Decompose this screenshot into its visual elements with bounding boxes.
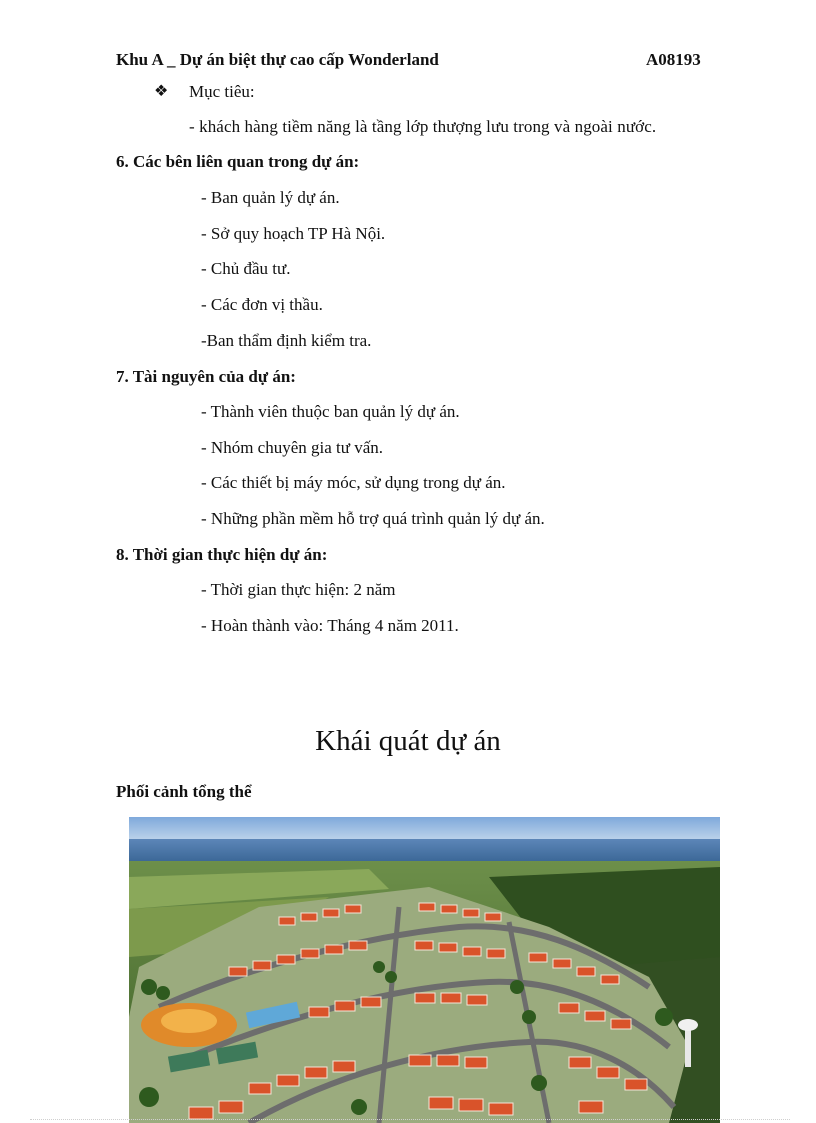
section-title-resources: 7. Tài nguyên của dự án:	[116, 367, 296, 386]
header-code: A08193	[646, 50, 701, 69]
list-item: - Chủ đầu tư.	[201, 259, 291, 278]
list-item: - Nhóm chuyên gia tư vấn.	[201, 438, 384, 457]
list-item: - Những phần mềm hỗ trợ quá trình quản lý dự án.	[201, 509, 545, 528]
list-item: - Các đơn vị thầu.	[201, 295, 323, 314]
list-item: - Hoàn thành vào: Tháng 4 năm 2011.	[201, 616, 459, 635]
aerial-villa-photo	[129, 817, 720, 1123]
section-title-stakeholders: 6. Các bên liên quan trong dự án:	[116, 152, 360, 171]
header-title: Khu A _ Dự án biệt thự cao cấp Wonderland	[116, 50, 439, 69]
page-bottom-dotted-line	[30, 1119, 790, 1120]
objective-label: Mục tiêu:	[189, 82, 255, 101]
overview-subtitle: Phối cảnh tổng thể	[116, 782, 252, 801]
list-item: - Thành viên thuộc ban quản lý dự án.	[201, 402, 460, 421]
list-item: - Sở quy hoạch TP Hà Nội.	[201, 224, 386, 243]
section-title-timeline: 8. Thời gian thực hiện dự án:	[116, 545, 328, 564]
list-item: -Ban thẩm định kiểm tra.	[201, 331, 372, 350]
list-item: - Ban quản lý dự án.	[201, 188, 340, 207]
diamond-bullet-icon: ❖	[154, 83, 169, 100]
objective-line: - khách hàng tiềm năng là tầng lớp thượng lưu trong và ngoài nước.	[189, 117, 657, 136]
overview-title: Khái quát dự án	[315, 725, 501, 757]
list-item: - Thời gian thực hiện: 2 năm	[201, 580, 396, 599]
list-item: - Các thiết bị máy móc, sử dụng trong dự án.	[201, 473, 506, 492]
